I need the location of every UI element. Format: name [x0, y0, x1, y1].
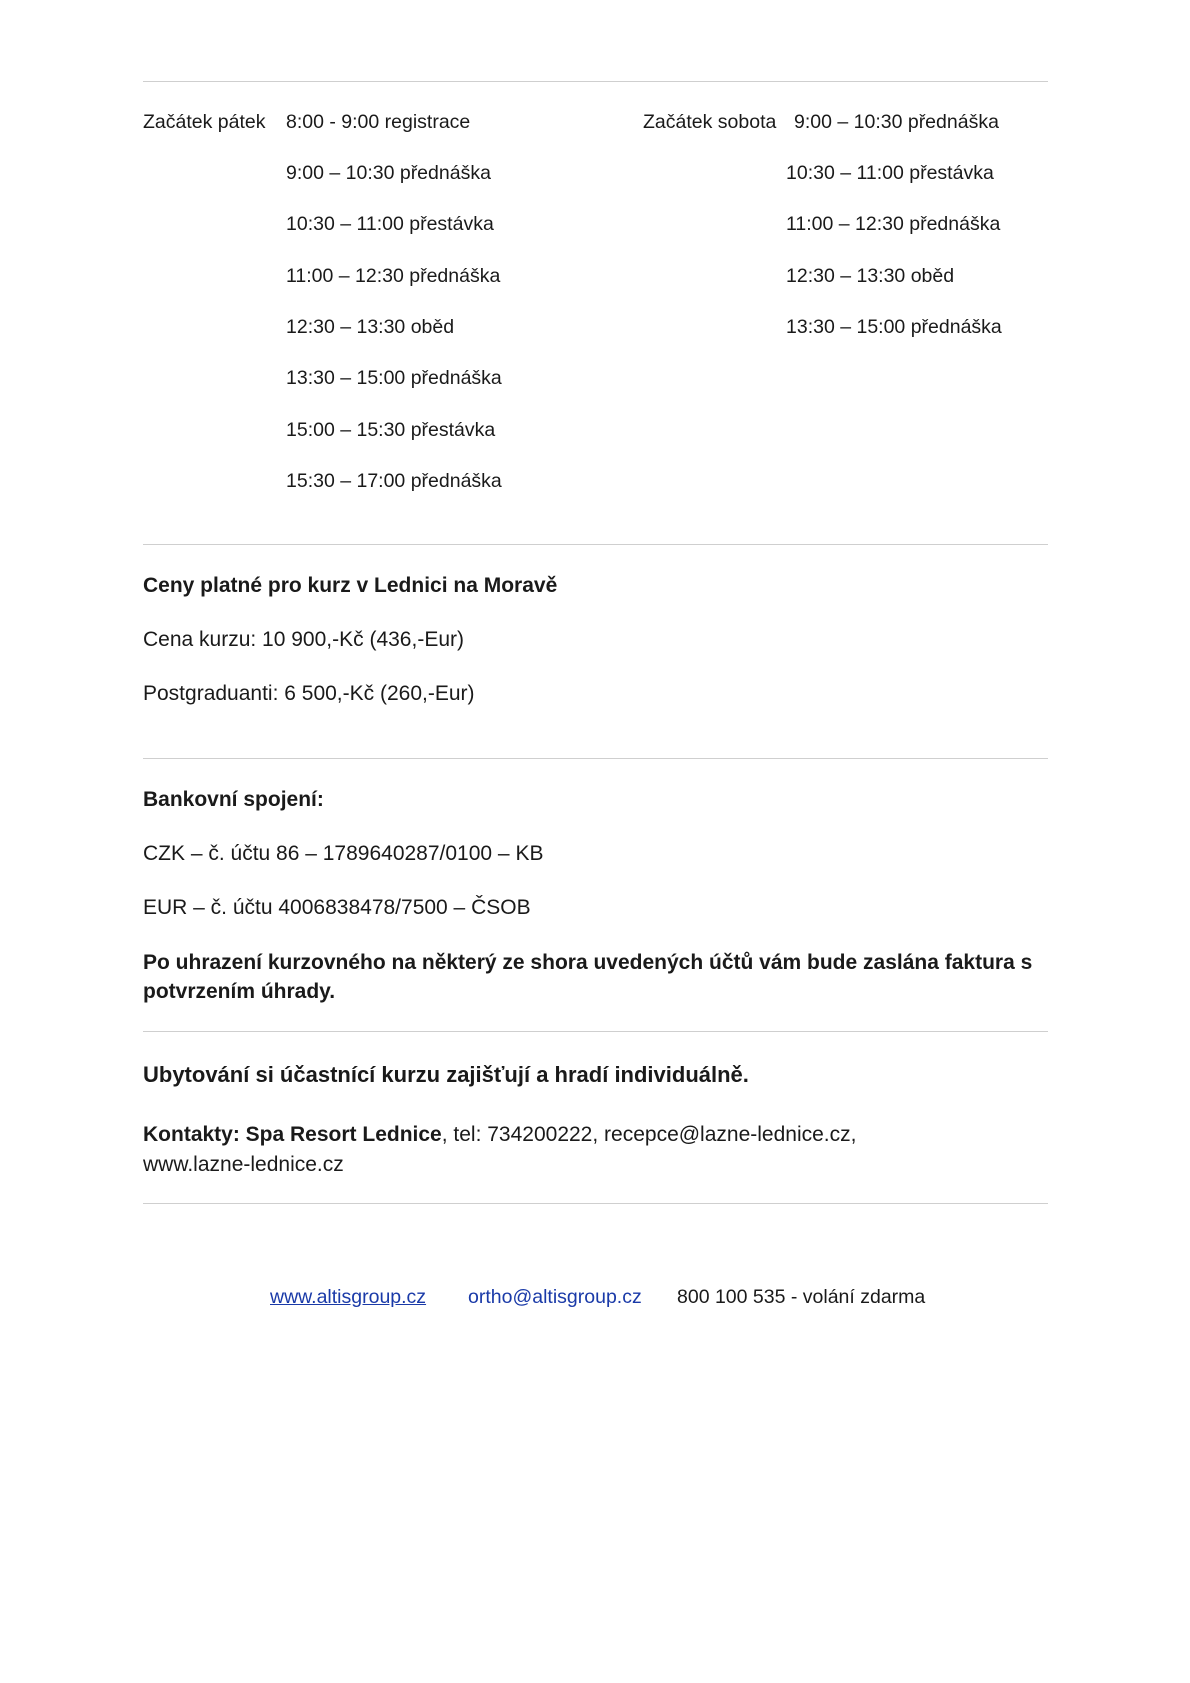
- schedule-item: 10:30 – 11:00 přestávka: [286, 213, 494, 235]
- footer-phone: 800 100 535 - volání zdarma: [677, 1286, 926, 1308]
- schedule-item: 13:30 – 15:00 přednáška: [786, 316, 1002, 338]
- price-postgrad: Postgraduanti: 6 500,-Kč (260,-Eur): [143, 682, 475, 705]
- schedule-item: 15:00 – 15:30 přestávka: [286, 419, 496, 441]
- schedule-item: 9:00 – 10:30 přednáška: [286, 162, 491, 184]
- schedule-item: 8:00 - 9:00 registrace: [286, 111, 471, 133]
- bank-eur: EUR – č. účtu 4006838478/7500 – ČSOB: [143, 896, 531, 919]
- schedule-item: 11:00 – 12:30 přednáška: [786, 213, 1001, 235]
- contacts-website: www.lazne-lednice.cz: [143, 1153, 344, 1176]
- divider-top: [143, 81, 1048, 82]
- footer-email-link[interactable]: ortho@altisgroup.cz: [468, 1286, 642, 1308]
- bank-note: Po uhrazení kurzovného na některý ze shora uvedených účtů vám bude zaslána faktura s potvrzením úhrady.: [143, 951, 1033, 1003]
- contacts-details: , tel: 734200222, recepce@lazne-lednice.cz,: [441, 1123, 857, 1146]
- contacts-line: [143, 1122, 856, 1148]
- divider-bottom: [143, 1203, 1048, 1204]
- divider-bank: [143, 1031, 1048, 1032]
- bank-czk: CZK – č. účtu 86 – 1789640287/0100 – KB: [143, 842, 544, 865]
- schedule-item: 12:30 – 13:30 oběd: [286, 316, 455, 338]
- friday-label: Začátek pátek: [143, 111, 266, 133]
- prices-heading: Ceny platné pro kurz v Lednici na Moravě: [143, 574, 558, 597]
- schedule-item: 15:30 – 17:00 přednáška: [286, 470, 502, 492]
- saturday-label: Začátek sobota: [643, 111, 777, 133]
- contacts-label: Kontakty: Spa Resort Lednice: [143, 1123, 442, 1146]
- divider-schedule: [143, 544, 1048, 545]
- divider-prices: [143, 758, 1048, 759]
- schedule-item: 11:00 – 12:30 přednáška: [286, 265, 501, 287]
- schedule-item: 10:30 – 11:00 přestávka: [786, 162, 994, 184]
- accommodation-heading: Ubytování si účastnící kurzu zajišťují a hradí individuálně.: [143, 1062, 749, 1087]
- schedule-item: 12:30 – 13:30 oběd: [786, 265, 955, 287]
- bank-heading: Bankovní spojení:: [143, 788, 324, 811]
- price-course: Cena kurzu: 10 900,-Kč (436,-Eur): [143, 628, 464, 651]
- schedule-item: 13:30 – 15:00 přednáška: [286, 367, 502, 389]
- schedule-item: 9:00 – 10:30 přednáška: [794, 111, 999, 133]
- footer-website-link[interactable]: www.altisgroup.cz: [270, 1286, 427, 1308]
